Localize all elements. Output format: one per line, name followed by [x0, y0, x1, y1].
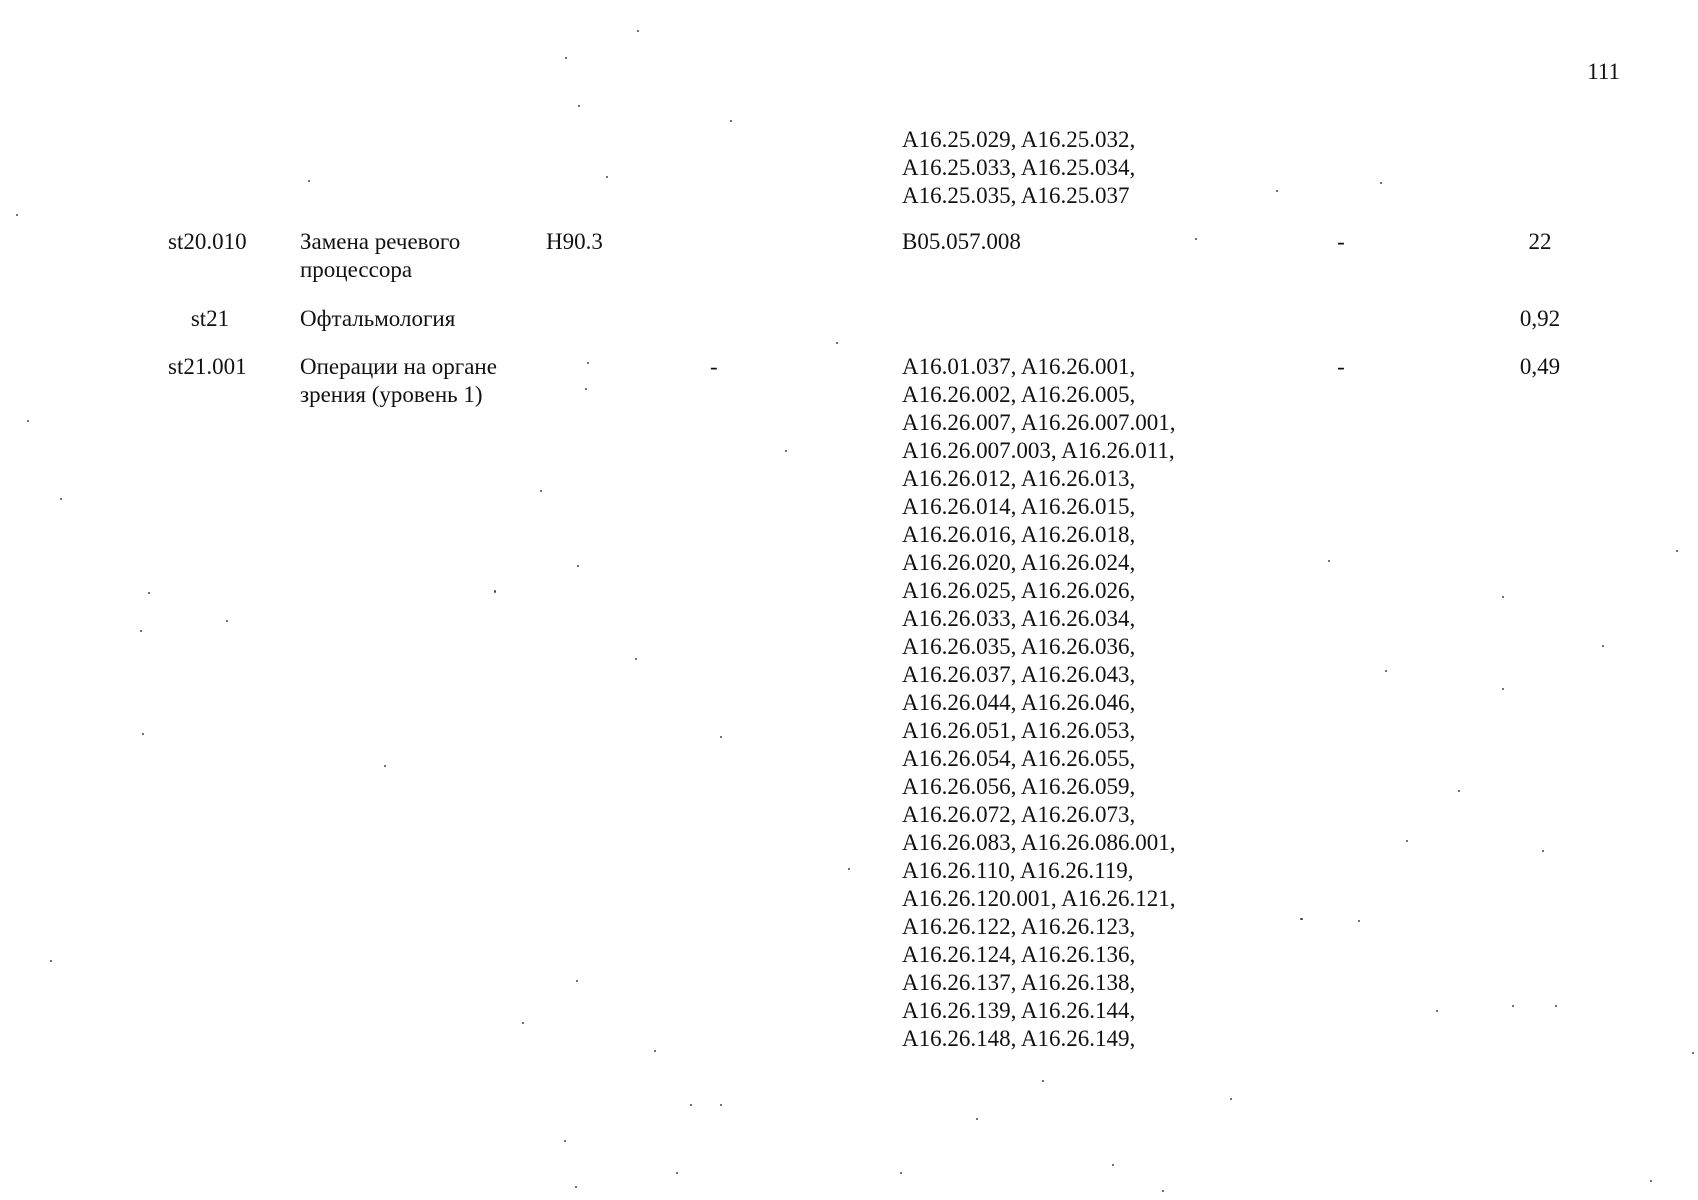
- row-diagnosis: -: [710, 354, 718, 379]
- row-code: st21: [190, 306, 230, 331]
- row-extra: -: [1337, 354, 1345, 379]
- row-diagnosis: H90.3: [546, 229, 603, 254]
- row-coefficient: 0,49: [1519, 354, 1561, 379]
- row-name: Замена речевого процессора: [300, 229, 461, 282]
- continuation-procedures: A16.25.029, A16.25.032, A16.25.033, A16.25.034, A16.25.035, A16.25.037: [902, 127, 1136, 208]
- row-code: st20.010: [168, 229, 247, 254]
- row-name: Операции на органе зрения (уровень 1): [300, 354, 497, 407]
- row-coefficient: 22: [1528, 229, 1552, 254]
- row-coefficient: 0,92: [1519, 306, 1561, 331]
- row-code: st21.001: [168, 354, 247, 379]
- row-name: Офтальмология: [300, 306, 456, 331]
- page-number: 111: [1587, 59, 1620, 84]
- row-procedures: B05.057.008: [902, 229, 1021, 254]
- row-procedures: A16.01.037, A16.26.001, A16.26.002, A16.26.005, A16.26.007, A16.26.007.001, A16.26.007.003, A16.26.011, A16.26.012, A16.26.013, A16.26.014, A16.26.015, A16.26.016, A16.26.018, A16.26.020, A16.26.024, A16.26.025, A16.26.026, A16.26.033, A16.26.034, A16.26.035, A16.26.036, A16.26.037, A16.26.043, A16.26.044, A16.26.046, A16.26.051, A16.26.053, A16.26.054, A16.26.055, A16.26.056, A16.26.059, A16.26.072, A16.26.073, A16.26.083, A16.26.086.001, A16.26.110, A16.26.119, A16.26.120.001, A16.26.121, A16.26.122, A16.26.123, A16.26.124, A16.26.136, A16.26.137, A16.26.138, A16.26.139, A16.26.144, A16.26.148, A16.26.149,: [902, 354, 1176, 1051]
- row-extra: -: [1337, 229, 1345, 254]
